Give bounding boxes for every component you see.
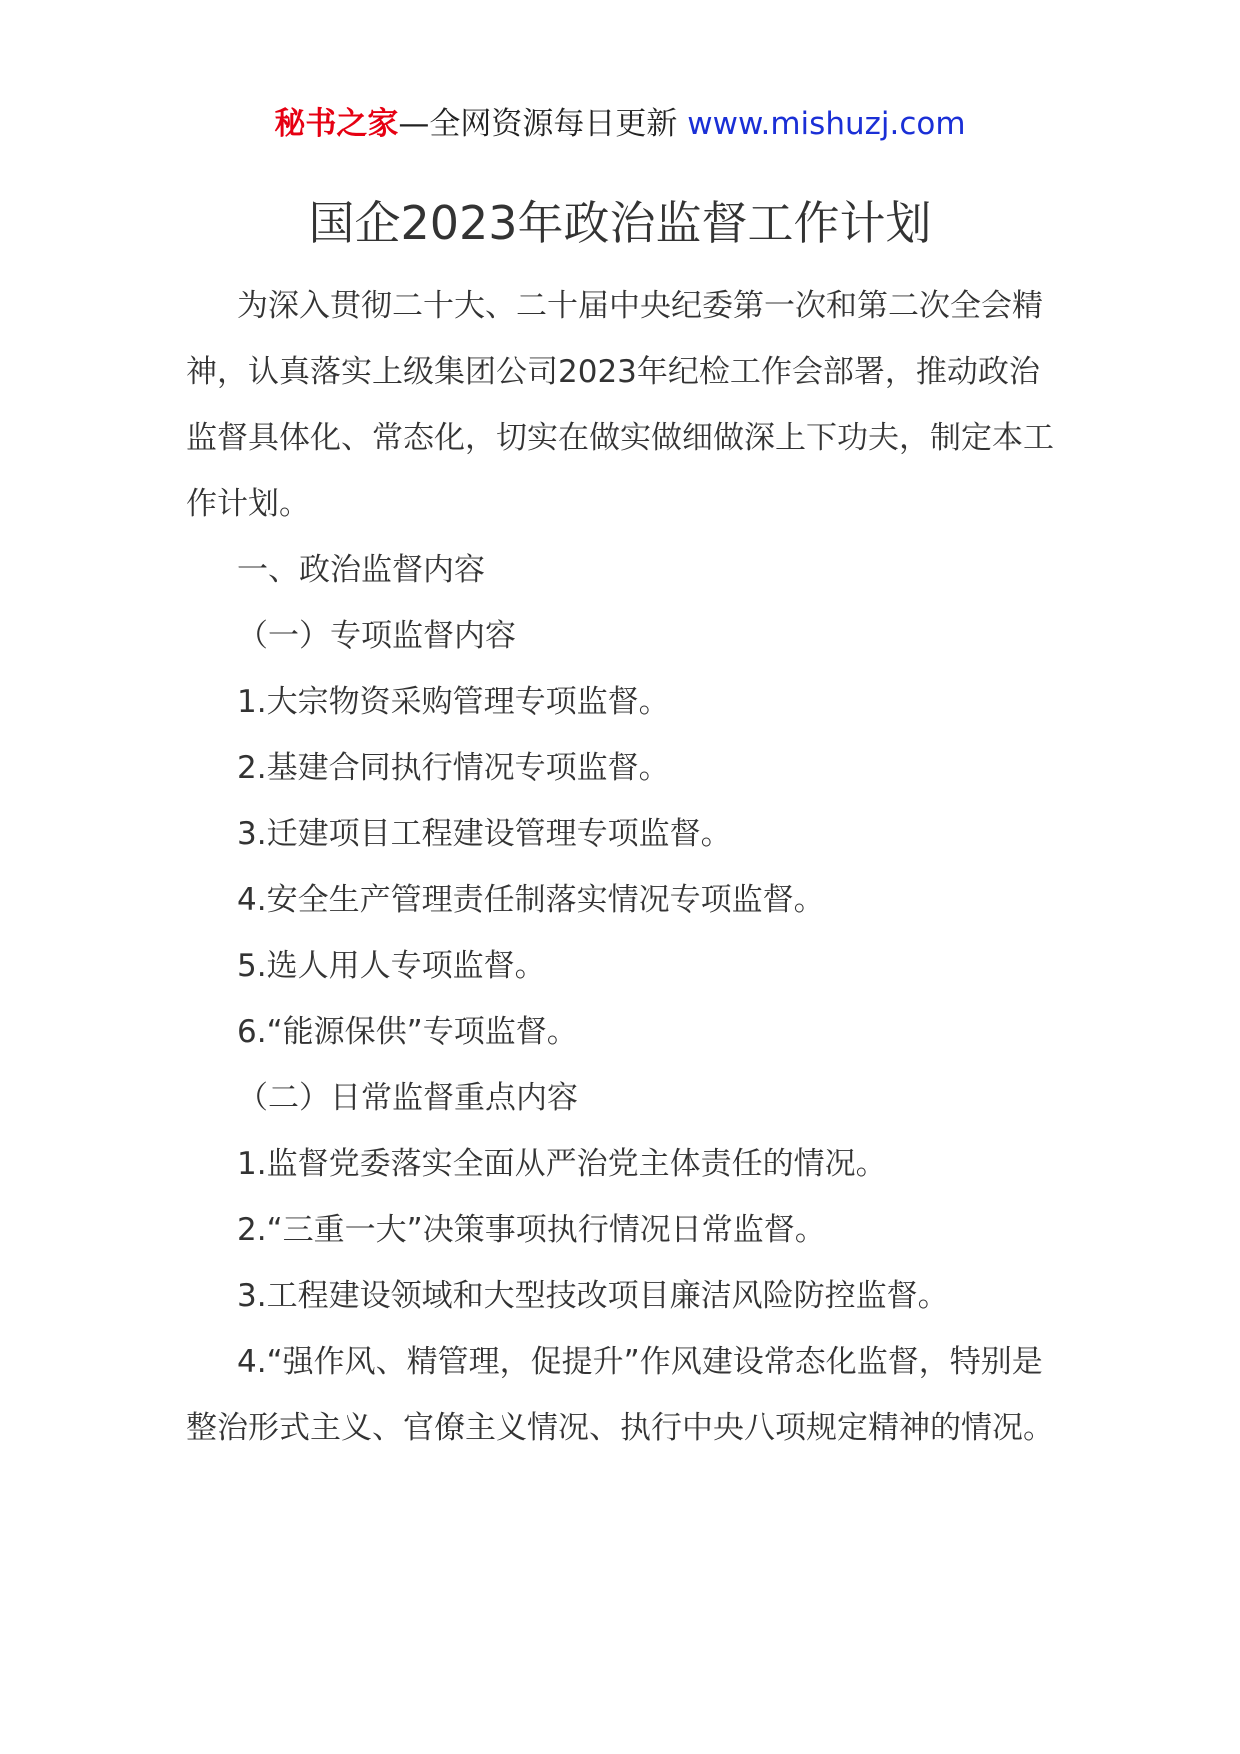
list-item: 3.工程建设领域和大型技改项目廉洁风险防控监督。 [237, 1278, 949, 1314]
list-item: 1.监督党委落实全面从严治党主体责任的情况。 [237, 1146, 887, 1182]
list-item: 4.安全生产管理责任制落实情况专项监督。 [237, 882, 825, 918]
site-header [0, 100, 1240, 148]
list-item: 5.选人用人专项监督。 [237, 948, 546, 984]
subsection-heading: （一）专项监督内容 [237, 618, 516, 654]
list-item: 3.迁建项目工程建设管理专项监督。 [237, 816, 732, 852]
list-item: 6.“能源保供”专项监督。 [237, 1014, 578, 1050]
list-item: 4.“强作风、精管理，促提升”作风建设常态化监督，特别是整治形式主义、官僚主义情况、执行中央八项规定精神的情况。 [186, 1344, 1054, 1446]
document-title: 国企2023年政治监督工作计划 [308, 196, 932, 250]
header-tagline: —全网资源每日更新 [398, 106, 678, 142]
section-heading: 一、政治监督内容 [237, 552, 485, 588]
brand-name: 秘书之家 [274, 106, 399, 142]
document-body [186, 273, 1056, 1461]
intro-paragraph: 为深入贯彻二十大、二十届中央纪委第一次和第二次全会精神，认真落实上级集团公司2023年纪检工作会部署，推动政治监督具体化、常态化，切实在做实做细做深上下功夫，制定本工作计划。 [186, 288, 1054, 522]
subsection-heading: （二）日常监督重点内容 [237, 1080, 578, 1116]
site-url-link[interactable]: www.mishuzj.com [687, 106, 966, 142]
list-item: 1.大宗物资采购管理专项监督。 [237, 684, 670, 720]
list-item: 2.“三重一大”决策事项执行情况日常监督。 [237, 1212, 826, 1248]
list-item: 2.基建合同执行情况专项监督。 [237, 750, 670, 786]
